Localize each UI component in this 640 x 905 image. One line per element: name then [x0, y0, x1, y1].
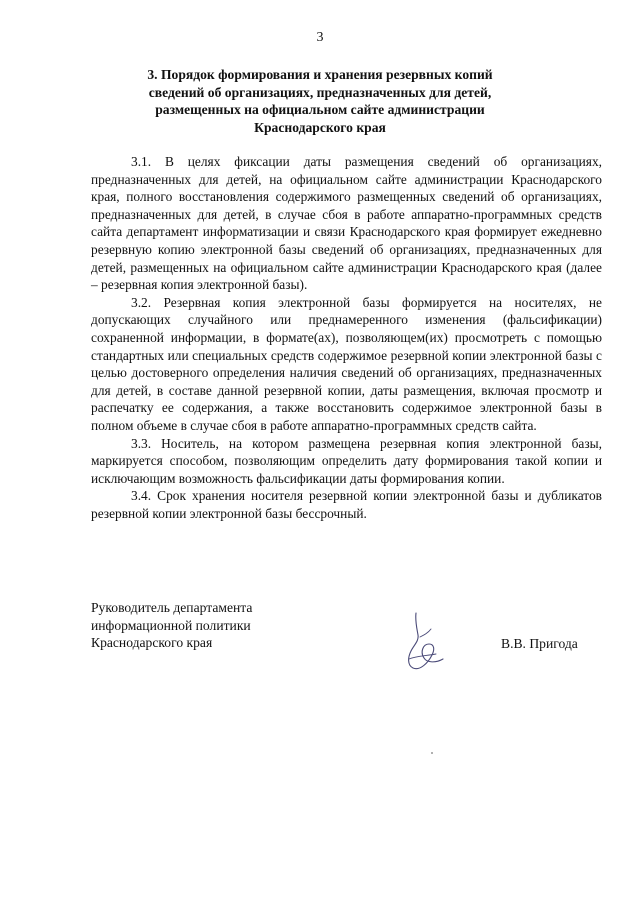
- scan-speck: [431, 752, 433, 754]
- heading-line: Краснодарского края: [254, 119, 386, 135]
- body-text: [91, 153, 602, 522]
- paragraph-3-2: 3.2. Резервная копия электронной базы формируется на носителях, не допускающих случайного или преднамеренного изменения (фальсификации) сохраненной информации, в формате(ах), позволяющем(их) просмотреть с помощью стандартных или специальных средств содержимое резервной копии электронной базы с целью достоверного определения наличия сведений об организациях, предназначенных для детей, в составе данной резервной копии, даты размещения, включая просмотр и распечатку ее содержания, а также восстановить содержимое электронной базы в полном объеме в случае сбоя в работе аппаратно-программных средств сайта.: [91, 294, 602, 433]
- paragraph-3-4: 3.4. Срок хранения носителя резервной копии электронной базы и дубликатов резервной копии электронной базы бессрочный.: [91, 488, 602, 521]
- handwritten-signature: [398, 611, 448, 673]
- heading-line: сведений об организациях, предназначенных для детей,: [148, 84, 492, 100]
- signatory-title-line: Руководитель департамента: [91, 600, 253, 615]
- signatory-title: [91, 599, 252, 652]
- page-number: 3: [316, 30, 324, 45]
- signatory-title-line: Краснодарского края: [91, 635, 213, 650]
- heading-line: 3. Порядок формирования и хранения резервных копий: [147, 67, 493, 82]
- paragraph-3-1: 3.1. В целях фиксации даты размещения сведений об организациях, предназначенных для детей, на официальном сайте администрации Краснодарского края, полного восстановления содержимого размещенных сведений об организациях, предназначенных для детей, в случае сбоя в работе аппаратно-программных средств сайта департамент информатизации и связи Краснодарского края формирует ежедневно резервную копию электронной базы сведений об организациях, предназначенных для детей, размещенных на официальном сайте администрации Краснодарского края (далее – резервная копия электронной базы).: [91, 154, 602, 293]
- section-heading: [110, 66, 530, 136]
- signatory-name: В.В. Пригода: [501, 636, 578, 651]
- heading-line: размещенных на официальном сайте администрации: [155, 102, 485, 117]
- paragraph-3-3: 3.3. Носитель, на котором размещена резервная копия электронной базы, маркируется способом, позволяющим определить дату формирования такой копии и исключающим возможность фальсификации даты формирования копии.: [91, 435, 602, 486]
- signatory-title-line: информационной политики: [91, 617, 251, 633]
